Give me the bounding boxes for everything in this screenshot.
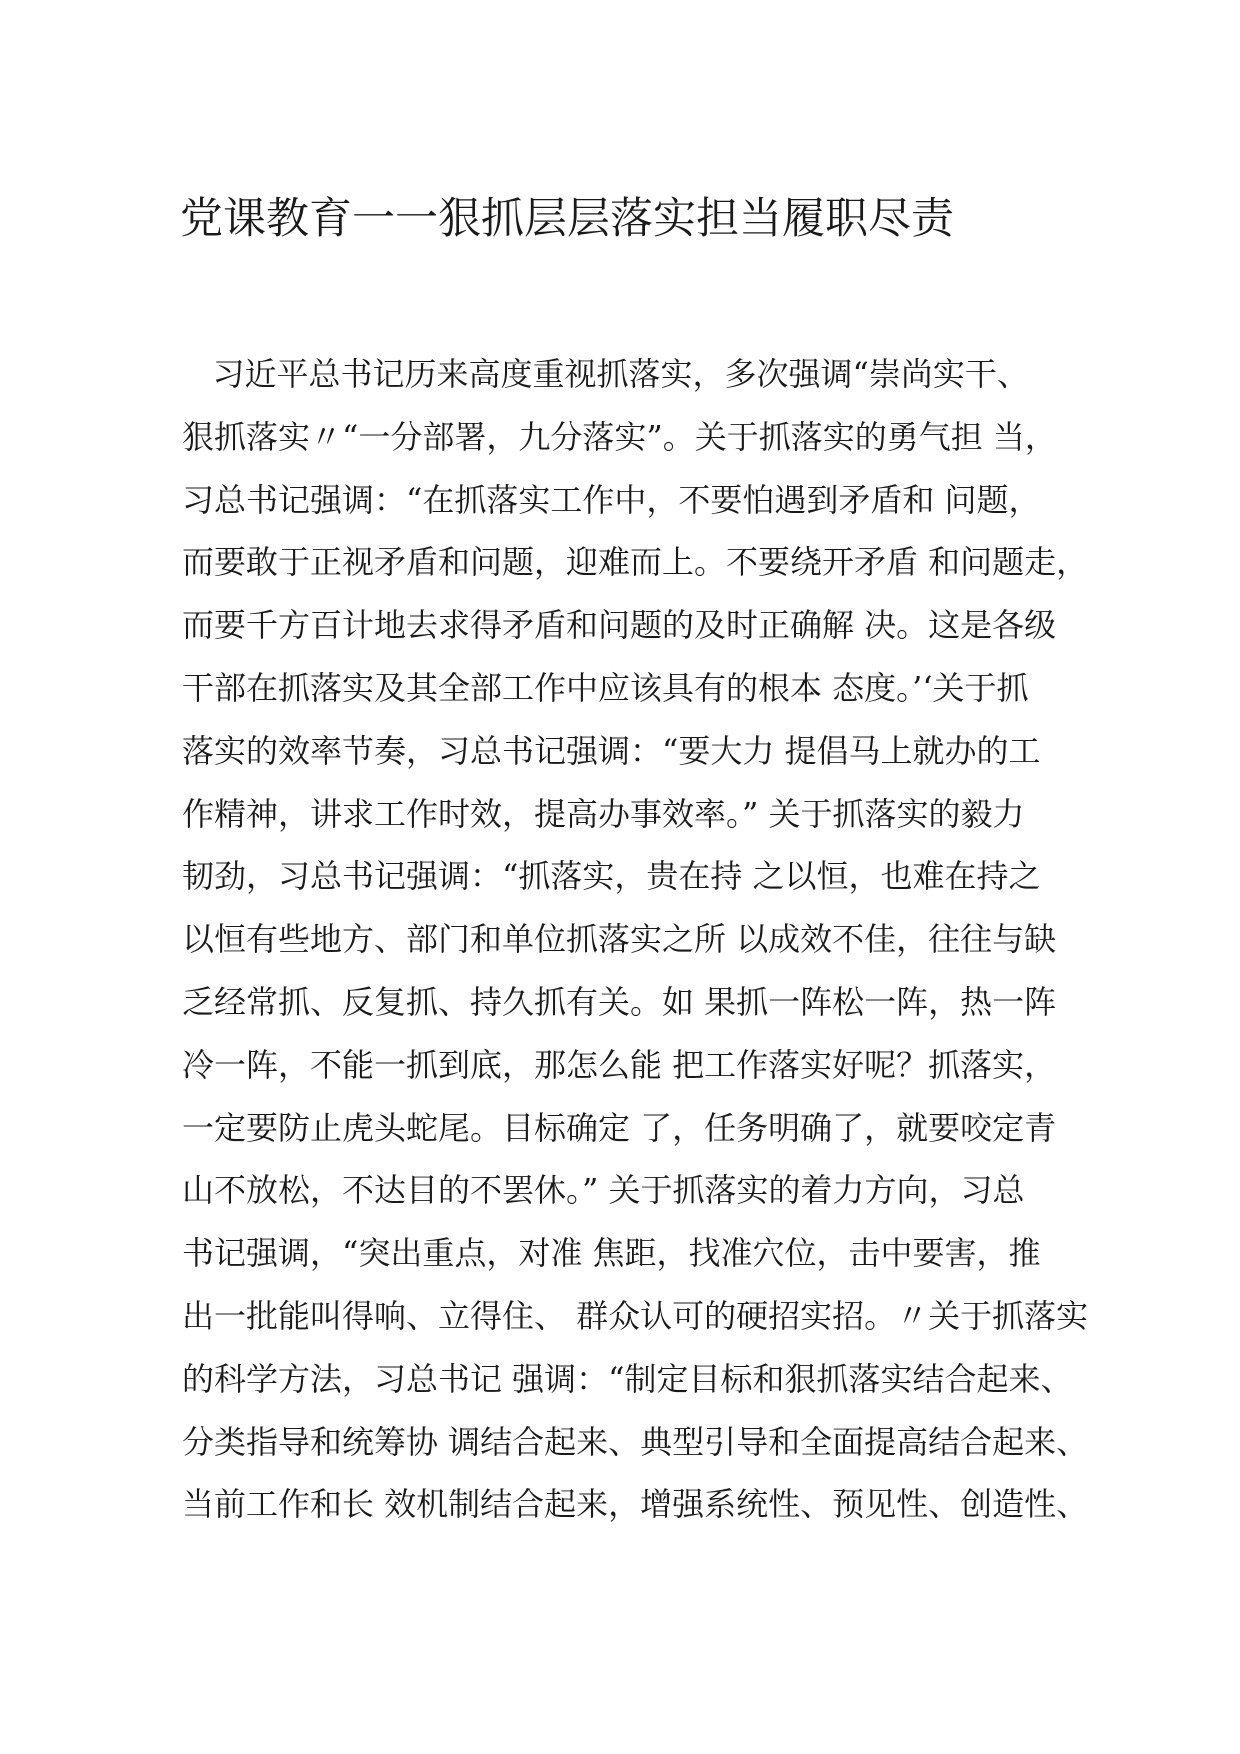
body-line: 当前工作和长 效机制结合起来，增强系统性、预见性、创造性、 [182, 1485, 1089, 1524]
body-line: 以恒有些地方、部门和单位抓落实之所 以成效不佳，往往与缺 [182, 920, 1057, 959]
document-title: 党课教育一一狠抓层层落实担当履职尽责 [180, 194, 954, 244]
body-line: 而要千方百计地去求得矛盾和问题的及时正确解 决。这是各级 [182, 606, 1057, 645]
body-line: 乏经常抓、反复抓、持久抓有关。如 果抓一阵松一阵，热一阵 [182, 982, 1057, 1021]
body-line: 分类指导和统筹协 调结合起来、典型引导和全面提高结合起来、 [182, 1422, 1089, 1461]
body-line: 书记强调，“突出重点，对准 焦距，找准穴位，击中要害，推 [182, 1234, 1041, 1273]
body-line: 冷一阵，不能一抓到底，那怎么能 把工作落实好呢？抓落实， [182, 1045, 1057, 1084]
body-line: 的科学方法，习总书记 强调：“制定目标和狠抓落实结合起来、 [182, 1359, 1073, 1398]
body-line: 韧劲，习总书记强调：“抓落实，贵在持 之以恒，也难在持之 [182, 857, 1041, 896]
body-line: 习近平总书记历来高度重视抓落实，多次强调“崇尚实干、 [182, 355, 1029, 393]
body-line: 干部在抓落实及其全部工作中应该具有的根本 态度。’‘关于抓 [182, 668, 1029, 707]
body-line: 山不放松，不达目的不罢休。” 关于抓落实的着力方向，习总 [182, 1171, 1025, 1210]
body-line: 出一批能叫得响、立得住、 群众认可的硬招实招。〃关于抓落实 [182, 1296, 1089, 1335]
body-line: 狠抓落实〃“一分部署，九分落实”。关于抓落实的勇气担 当， [182, 417, 1057, 456]
body-line: 而要敢于正视矛盾和问题，迎难而上。不要绕开矛盾 和问题走， [182, 543, 1089, 582]
body-line: 习总书记强调：“在抓落实工作中，不要怕遇到矛盾和 问题， [182, 480, 1041, 519]
document-body [182, 343, 1089, 1536]
body-line: 作精神，讲求工作时效，提高办事效率。” 关于抓落实的毅力 [182, 794, 1025, 833]
body-line: 一定要防止虎头蛇尾。目标确定 了，任务明确了，就要咬定青 [182, 1108, 1057, 1147]
body-line: 落实的效率节奏，习总书记强调：“要大力 提倡马上就办的工 [182, 731, 1041, 770]
